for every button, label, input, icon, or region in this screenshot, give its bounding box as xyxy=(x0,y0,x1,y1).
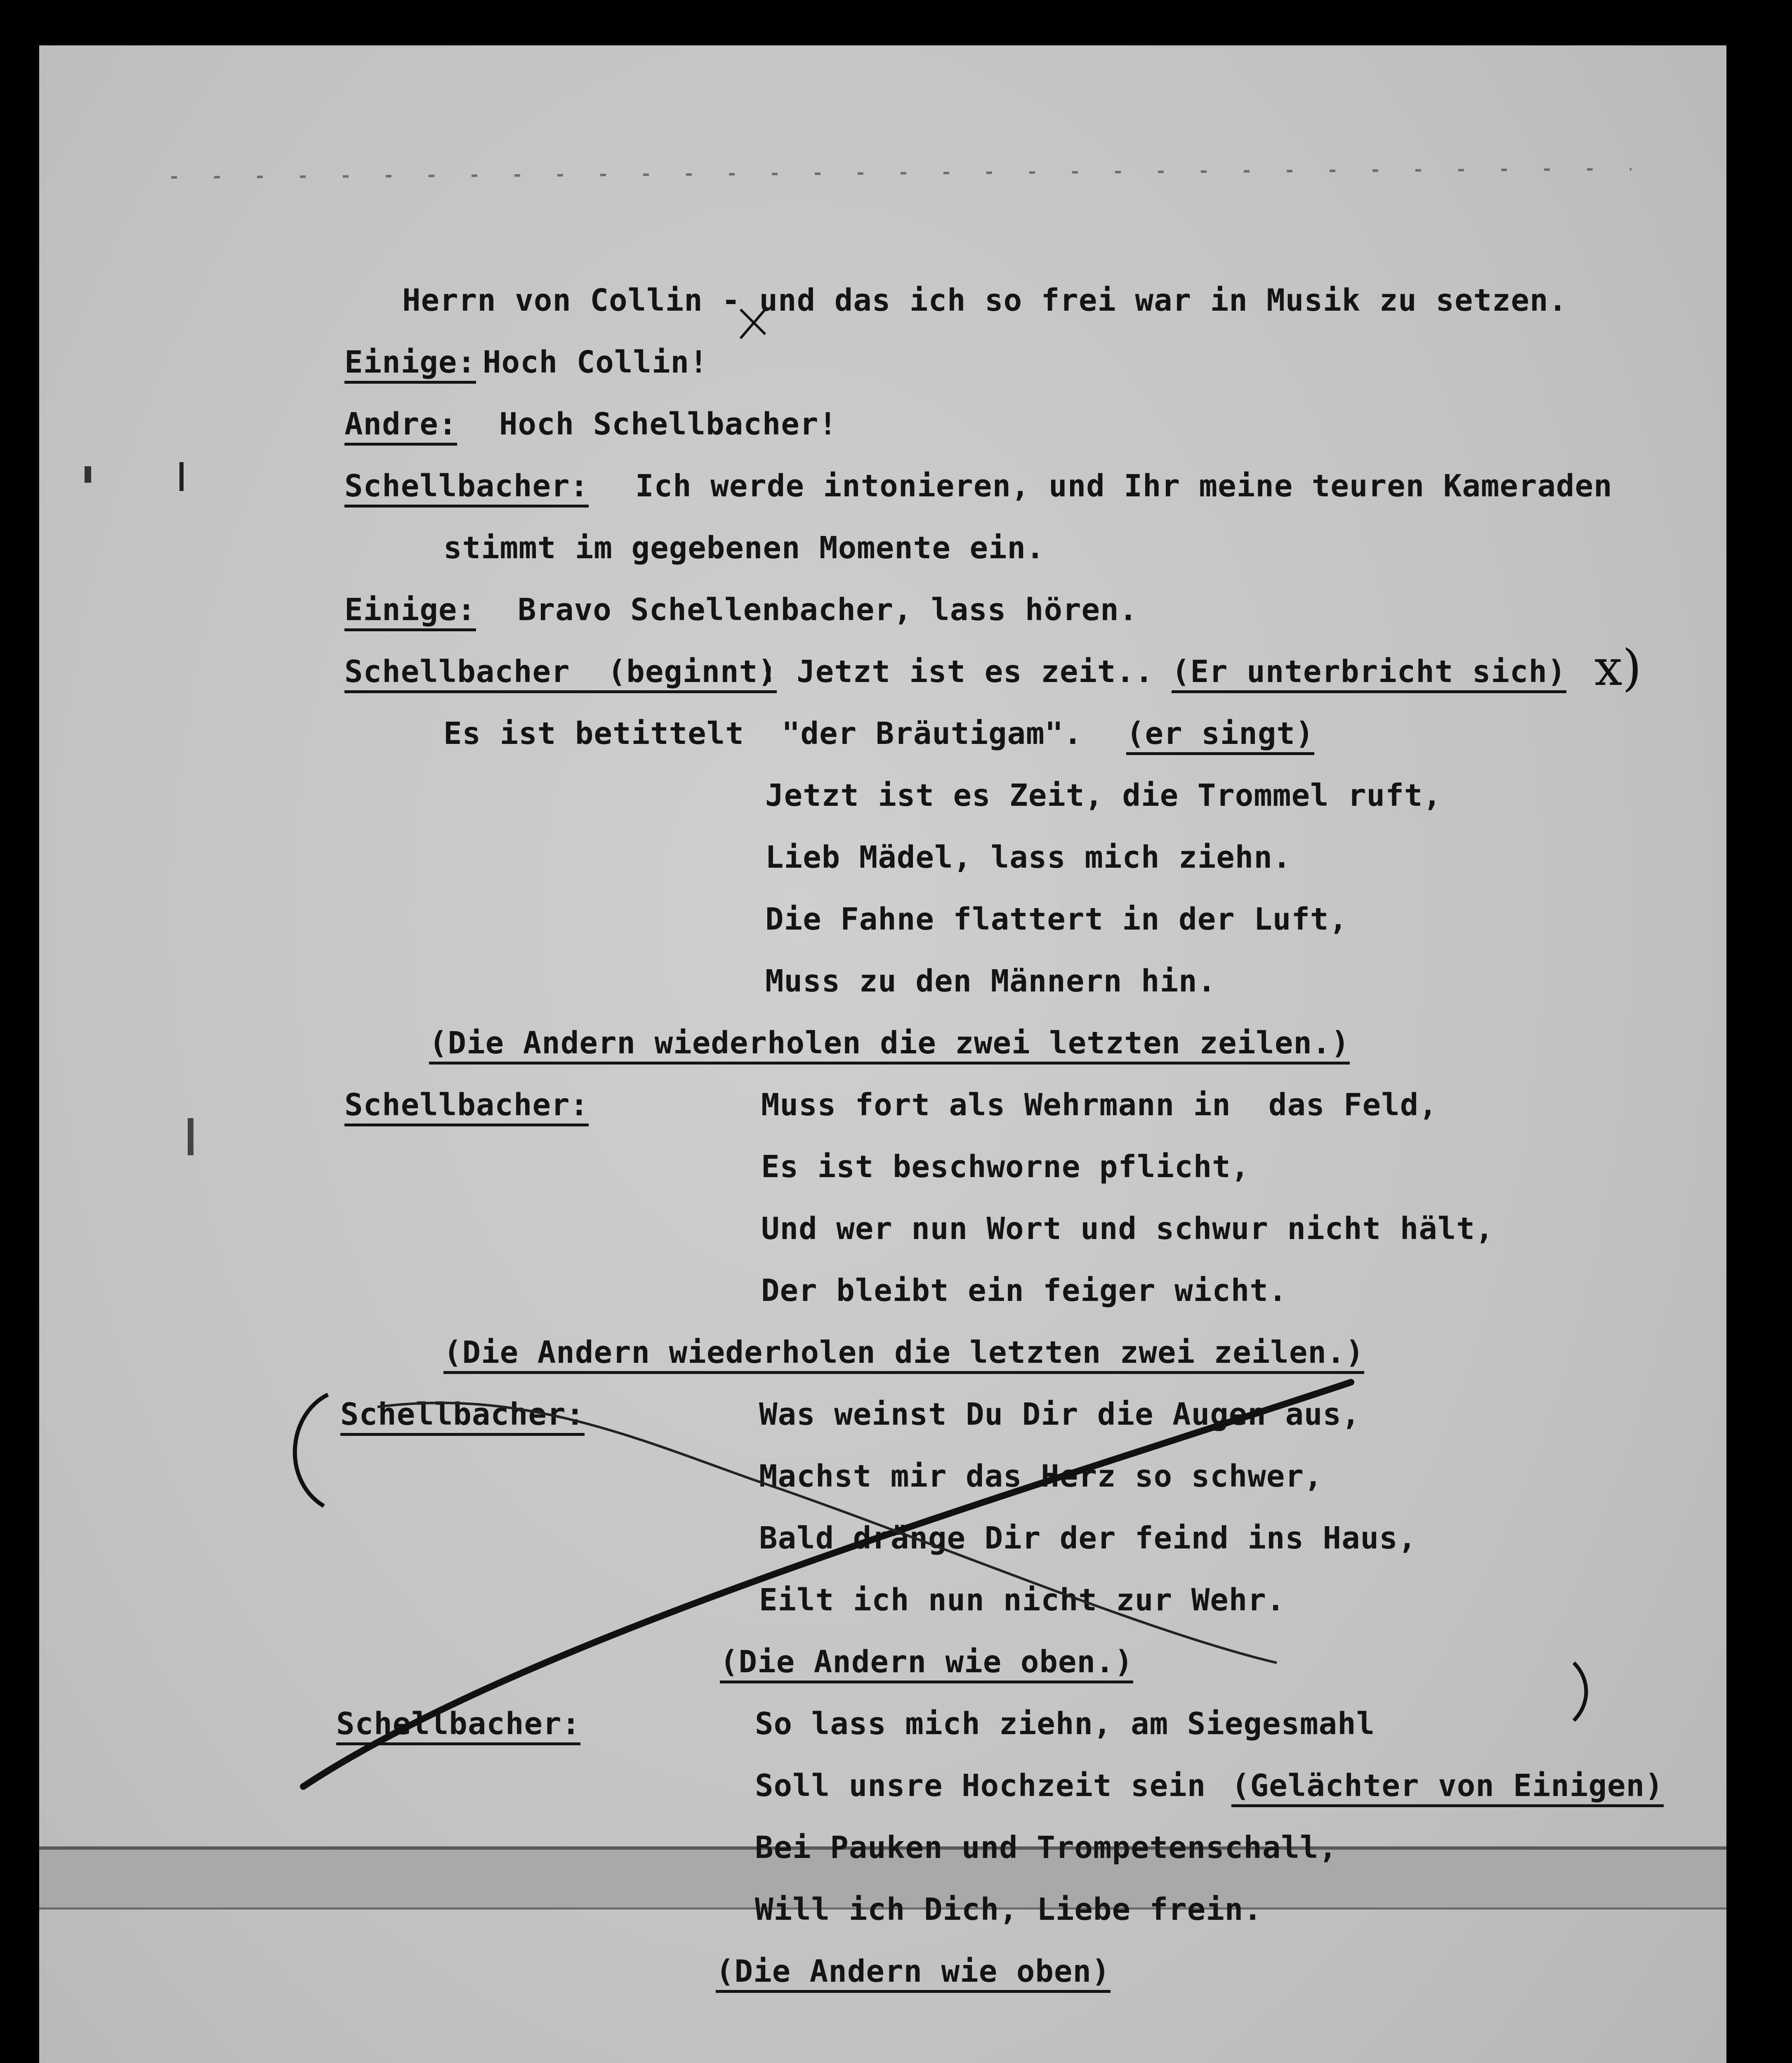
speaker-schellbacher-3: Schellbacher: xyxy=(340,1397,585,1436)
pen-annotations xyxy=(39,45,1726,2063)
strike-through-stroke xyxy=(303,1382,1351,1787)
document-page xyxy=(39,45,1726,2063)
verse-line-11: Bald dränge Dir der feind ins Haus, xyxy=(759,1520,1417,1556)
verse-line-13: So lass mich ziehn, am Siegesmahl xyxy=(755,1706,1375,1742)
verse-line-8: Der bleibt ein feiger wicht. xyxy=(761,1273,1287,1308)
stage-direction-repeat-1: (Die Andern wiederholen die zwei letzten zeilen.) xyxy=(429,1025,1350,1065)
right-bracket-mark xyxy=(1574,1663,1586,1721)
stage-direction-wie-oben-1: (Die Andern wie oben.) xyxy=(720,1644,1133,1683)
footnote-reference-mark: x) xyxy=(1594,640,1642,697)
line-1: Herrn von Collin - und das ich so frei war in Musik zu setzen. xyxy=(402,283,1568,318)
verse-line-12: Eilt ich nun nicht zur Wehr. xyxy=(759,1582,1285,1618)
stage-direction-gelaechter: (Gelächter von Einigen) xyxy=(1231,1768,1664,1807)
speaker-schellbacher-4: Schellbacher: xyxy=(336,1706,580,1745)
verse-line-6: Es ist beschworne pflicht, xyxy=(761,1149,1250,1185)
line-3-text: Hoch Schellbacher! xyxy=(499,406,837,442)
line-4-text: Ich werde intonieren, und Ihr meine teuren Kameraden xyxy=(635,468,1613,504)
verse-line-1: Jetzt ist es Zeit, die Trommel ruft, xyxy=(765,778,1442,813)
speaker-schellbacher-beginnt: Schellbacher (beginnt) xyxy=(344,654,777,693)
margin-pin-mark xyxy=(179,462,184,491)
verse-line-2: Lieb Mädel, lass mich ziehn. xyxy=(765,840,1292,875)
margin-hole-mark xyxy=(85,466,91,483)
verse-line-16: Will ich Dich, Liebe frein. xyxy=(755,1892,1262,1927)
speaker-andre: Andre: xyxy=(344,406,457,446)
speaker-einige-1: Einige: xyxy=(344,345,476,384)
margin-blot-mark xyxy=(188,1118,193,1155)
stage-direction-repeat-2: (Die Andern wiederholen die letzten zwei zeilen.) xyxy=(443,1335,1364,1374)
line-2-text: Hoch Collin! xyxy=(483,345,708,380)
line-5-text: stimmt im gegebenen Momente ein. xyxy=(443,530,1045,566)
stage-direction-wie-oben-2: (Die Andern wie oben) xyxy=(716,1954,1111,1993)
speaker-einige-2: Einige: xyxy=(344,592,476,631)
line-7-text: : Jetzt ist es zeit.. xyxy=(759,654,1154,689)
verse-line-14: Soll unsre Hochzeit sein xyxy=(755,1768,1206,1803)
verse-line-10: Machst mir das Herz so schwer, xyxy=(759,1459,1323,1494)
speaker-schellbacher-2: Schellbacher: xyxy=(344,1087,589,1126)
faint-top-marks xyxy=(171,169,1632,177)
strike-through-thin-stroke xyxy=(377,1403,1277,1663)
verse-line-3: Die Fahne flattert in der Luft, xyxy=(765,902,1348,937)
verse-line-15: Bei Pauken und Trompetenschall, xyxy=(755,1830,1338,1865)
stage-direction-er-singt: (er singt) xyxy=(1126,716,1314,755)
verse-line-9: Was weinst Du Dir die Augen aus, xyxy=(759,1397,1361,1432)
verse-line-5: Muss fort als Wehrmann in das Feld, xyxy=(761,1087,1438,1123)
stage-direction-unterbricht: (Er unterbricht sich) xyxy=(1172,654,1566,693)
line-6-text: Bravo Schellenbacher, lass hören. xyxy=(518,592,1138,628)
speaker-schellbacher-1: Schellbacher: xyxy=(344,468,589,507)
cross-mark xyxy=(740,309,765,338)
line-8-text: Es ist betittelt "der Bräutigam". xyxy=(443,716,1082,751)
verse-line-7: Und wer nun Wort und schwur nicht hält, xyxy=(761,1211,1494,1246)
verse-line-4: Muss zu den Männern hin. xyxy=(765,963,1217,999)
left-bracket-mark xyxy=(295,1395,328,1506)
